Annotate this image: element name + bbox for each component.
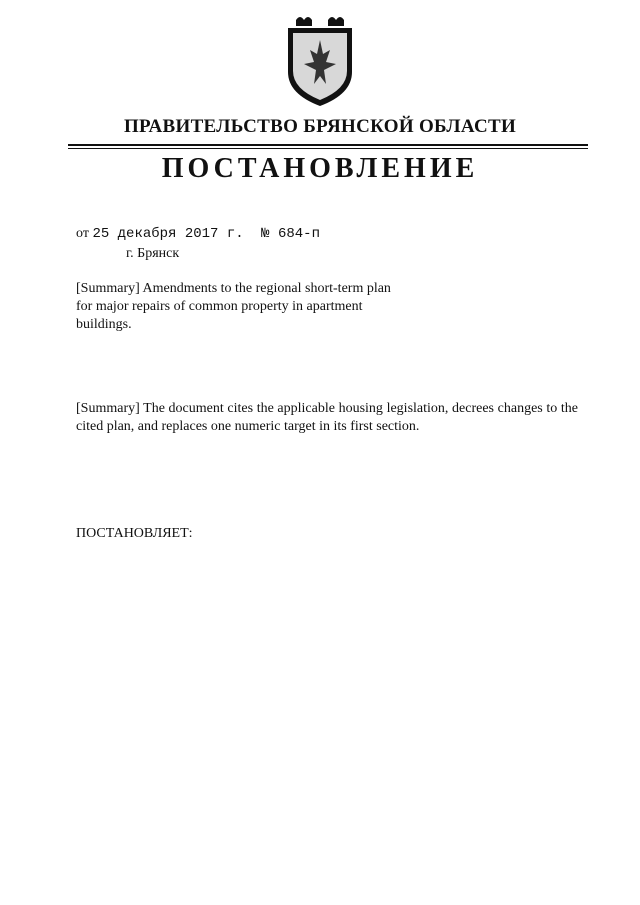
date-prefix: от: [76, 226, 89, 241]
header-rule-thin: [68, 148, 588, 149]
organization-title: ПРАВИТЕЛЬСТВО БРЯНСКОЙ ОБЛАСТИ: [123, 116, 517, 137]
document-subject: [Summary] Amendments to the regional short-term plan for major repairs of common property in apartment buildings.: [76, 281, 391, 332]
coat-of-arms-emblem: [274, 10, 366, 108]
document-type-title: ПОСТАНОВЛЕНИЕ: [161, 153, 479, 184]
date-number-line: [76, 226, 320, 242]
header-rule-thick: [68, 144, 588, 146]
document-number: № 684-п: [261, 226, 320, 242]
document-body-summary: [Summary] The document cites the applicable housing legislation, decrees changes to the cited plan, and replaces one numeric target in its first section.: [76, 401, 578, 434]
document-date: 25 декабря 2017 г.: [92, 226, 244, 242]
document-city: г. Брянск: [126, 246, 180, 261]
decree-word: ПОСТАНОВЛЯЕТ:: [76, 526, 193, 541]
